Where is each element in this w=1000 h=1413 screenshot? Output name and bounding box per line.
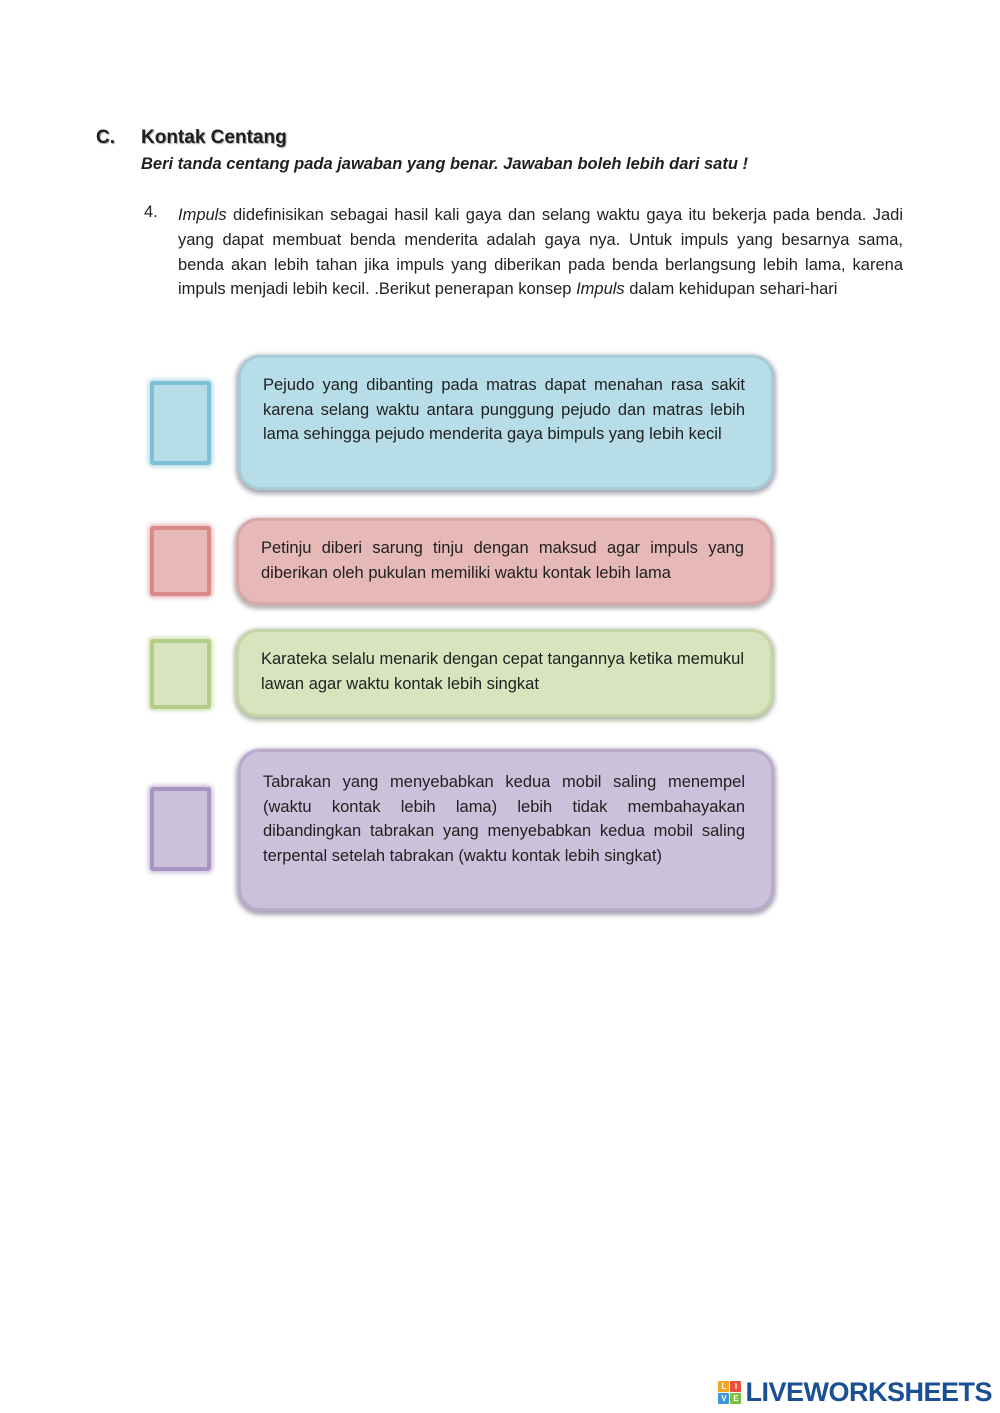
section-title: Kontak Centang <box>141 127 287 148</box>
liveworksheets-logo <box>718 1377 992 1407</box>
checkbox-option-4[interactable] <box>150 787 211 871</box>
logo-tile-v: V <box>718 1393 729 1404</box>
liveworksheets-logo-icon <box>718 1381 741 1404</box>
instruction-text: Beri tanda centang pada jawaban yang benar. Jawaban boleh lebih dari satu ! <box>141 155 748 173</box>
checkbox-option-3[interactable] <box>150 639 211 709</box>
question-number: 4. <box>144 203 158 221</box>
liveworksheets-logo-text: LIVEWORKSHEETS <box>745 1376 992 1407</box>
checkbox-option-2[interactable] <box>150 526 211 596</box>
option-3-box <box>236 629 773 717</box>
option-1-text: Pejudo yang dibanting pada matras dapat menahan rasa sakit karena selang waktu antara punggung pejudo dan matras lebih lama sehingga pejudo menderita gaya bimpuls yang lebih kecil <box>263 376 745 444</box>
option-2-text: Petinju diberi sarung tinju dengan maksud agar impuls yang diberikan oleh pukulan memiliki waktu kontak lebih lama <box>261 539 744 582</box>
section-letter: C. <box>96 127 115 148</box>
option-2-box <box>236 518 773 605</box>
logo-tile-e: E <box>730 1393 741 1404</box>
option-4-box <box>238 749 774 911</box>
question-term-2: Impuls <box>576 280 625 299</box>
option-1-box <box>238 355 774 490</box>
logo-tile-i: I <box>730 1381 741 1392</box>
question-text <box>178 203 903 302</box>
question-text-part1: didefinisikan sebagai hasil kali gaya dan selang waktu gaya itu bekerja pada benda. Jadi yang dapat membuat benda menderita adalah gaya nya. Untuk impuls yang besarnya sama, benda akan lebih tahan jika impuls yang diberikan pada benda berlangsung lebih lama, karena impuls menjadi lebih kecil. .Berikut penerapan konsep <box>178 206 903 299</box>
question-text-part2: dalam kehidupan sehari-hari <box>624 280 838 299</box>
logo-tile-l: L <box>718 1381 729 1392</box>
checkbox-option-1[interactable] <box>150 381 211 465</box>
question-term: Impuls <box>178 206 227 224</box>
option-3-text: Karateka selalu menarik dengan cepat tangannya ketika memukul lawan agar waktu kontak lebih singkat <box>261 650 744 693</box>
option-4-text: Tabrakan yang menyebabkan kedua mobil saling menempel (waktu kontak lebih lama) lebih tidak membahayakan dibandingkan tabrakan yang menyebabkan kedua mobil saling terpental setelah tabrakan (waktu kontak lebih singkat) <box>263 773 745 865</box>
